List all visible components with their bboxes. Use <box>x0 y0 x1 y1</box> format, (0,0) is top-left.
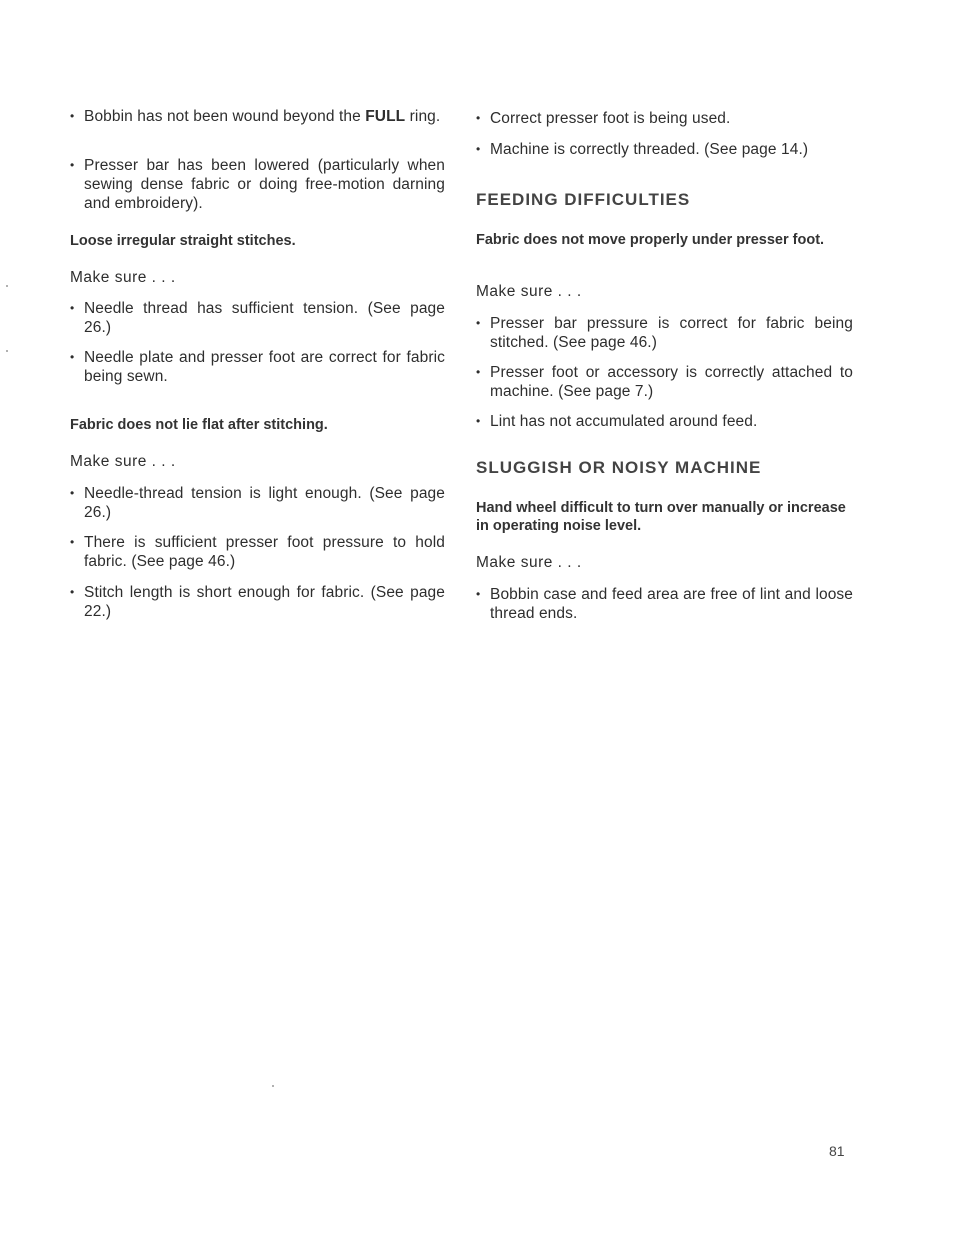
bullet-machine-threaded: • Machine is correctly threaded. (See page 14.) <box>476 140 853 159</box>
page-number: 81 <box>829 1143 845 1159</box>
scan-speck <box>272 1085 274 1087</box>
bullet-needle-thread-tension: • Needle-thread tension is light enough. (See page 26.) <box>70 484 445 522</box>
scan-speck <box>6 350 8 352</box>
bullet-presser-foot-pressure: • There is sufficient presser foot pressure to hold fabric. (See page 46.) <box>70 533 445 571</box>
bullet-presser-foot-attached: • Presser foot or accessory is correctly attached to machine. (See page 7.) <box>476 363 853 401</box>
bullet-needle-tension: • Needle thread has sufficient tension. (See page 26.) <box>70 299 445 337</box>
problem-title-hand-wheel: Hand wheel difficult to turn over manually or increase in operating noise level. <box>476 500 846 534</box>
section-heading-sluggish: SLUGGISH OR NOISY MACHINE <box>476 458 762 477</box>
problem-title-loose-stitches: Loose irregular straight stitches. <box>70 233 296 249</box>
bullet-presser-bar-lowered: • Presser bar has been lowered (particularly when sewing dense fabric or doing free-motion darning and embroidery). <box>70 156 445 213</box>
bullet-correct-presser-foot: • Correct presser foot is being used. <box>476 109 853 128</box>
make-sure-label: Make sure . . . <box>70 269 176 286</box>
bullet-presser-bar-pressure: • Presser bar pressure is correct for fabric being stitched. (See page 46.) <box>476 314 853 352</box>
scan-speck <box>6 285 8 287</box>
make-sure-label: Make sure . . . <box>476 283 582 300</box>
bullet-stitch-length: • Stitch length is short enough for fabric. (See page 22.) <box>70 583 445 621</box>
bullet-needle-plate: • Needle plate and presser foot are correct for fabric being sewn. <box>70 348 445 386</box>
section-heading-feeding: FEEDING DIFFICULTIES <box>476 190 691 209</box>
make-sure-label: Make sure . . . <box>70 453 176 470</box>
problem-title-fabric-not-flat: Fabric does not lie flat after stitching. <box>70 417 328 433</box>
bullet-bobbin-wound: • Bobbin has not been wound beyond the FULL ring. <box>70 107 445 126</box>
problem-title-fabric-not-moving: Fabric does not move properly under presser foot. <box>476 232 825 248</box>
bullet-lint-feed: • Lint has not accumulated around feed. <box>476 412 853 431</box>
bullet-bobbin-case-lint: • Bobbin case and feed area are free of lint and loose thread ends. <box>476 585 853 623</box>
make-sure-label: Make sure . . . <box>476 554 582 571</box>
